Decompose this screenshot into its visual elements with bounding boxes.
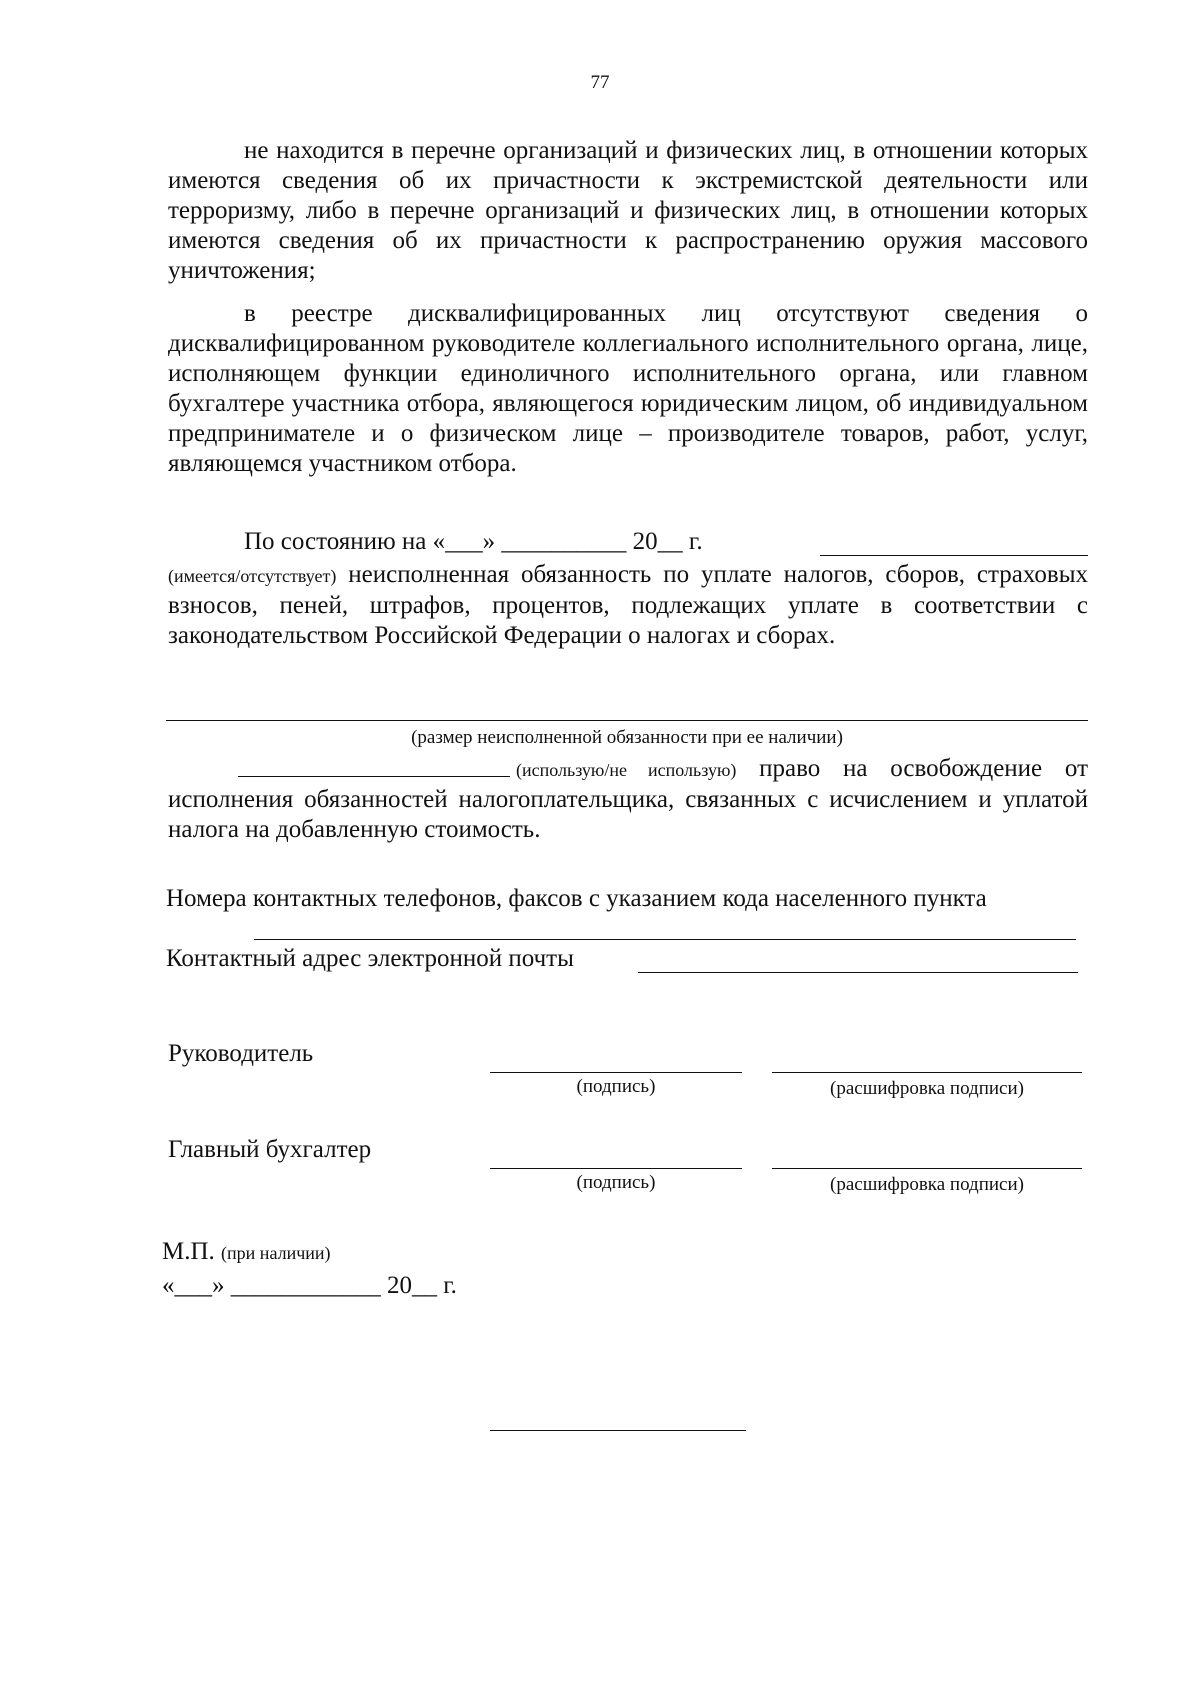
stamp-label — [162, 1238, 331, 1266]
vat-hint: (использую/не использую) — [516, 760, 737, 780]
director-sign-caption: (подпись) — [576, 1076, 656, 1097]
email-input-line[interactable] — [638, 972, 1078, 973]
page-number: 77 — [590, 72, 610, 93]
debt-amount-line[interactable] — [166, 720, 1088, 721]
closing-separator — [490, 1430, 746, 1431]
vat-text: право на освобождение от исполнения обязанностей налогоплательщика, связанных с исчислением и уплатой налога на добавленную стоимость. — [168, 755, 1089, 843]
signature-role-director: Руководитель — [168, 1040, 314, 1067]
stamp-hint: (при наличии) — [221, 1243, 331, 1263]
paragraph-tax-status — [168, 560, 1088, 651]
status-date-line: По состоянию на «___» __________ 20__ г. — [244, 528, 703, 555]
accountant-sign-caption: (подпись) — [576, 1172, 656, 1193]
phones-label: Номера контактных телефонов, факсов с указанием кода населенного пункта — [166, 885, 987, 912]
status-value-line[interactable] — [820, 555, 1088, 556]
accountant-decode-line[interactable] — [772, 1168, 1082, 1169]
paragraph-vat — [168, 754, 1088, 845]
accountant-signature-line[interactable] — [490, 1168, 742, 1169]
accountant-decode-caption: (расшифровка подписи) — [830, 1174, 1024, 1195]
tax-status-text: неисполненная обязанность по уплате налогов, сборов, страховых взносов, пеней, штрафов, процентов, подлежащих уплате в соответствии с законодательством Российской Федерации о налогах и сборах. — [168, 561, 1088, 649]
paragraph-disqualified-registry: в реестре дисквалифицированных лиц отсутствуют сведения о дисквалифицированном руководителе коллегиального исполнительного органа, лице, исполняющем функции единоличного исполнительного органа, или главном бухгалтере участника отбора, являющегося юридическим лицом, об индивидуальном предпринимателе и о физическом лице – производителе товаров, работ, услуг, являющемся участником отбора. — [168, 300, 1088, 477]
signature-role-chief-accountant: Главный бухгалтер — [168, 1136, 372, 1163]
stamp-date: «___» ____________ 20__ г. — [162, 1272, 457, 1299]
stamp-mp: М.П. — [162, 1238, 215, 1265]
status-hint: (имеется/отсутствует) — [168, 566, 337, 586]
paragraph-sanctions-list: не находится в перечне организаций и физических лиц, в отношении которых имеются сведения об их причастности к экстремистской деятельности или терроризму, либо в перечне организаций и физических лиц, в отношении которых имеются сведения об их причастности к распространению оружия массового уничтожения; — [168, 137, 1088, 284]
director-decode-line[interactable] — [772, 1072, 1082, 1073]
email-label: Контактный адрес электронной почты — [166, 945, 574, 972]
director-signature-line[interactable] — [490, 1072, 742, 1073]
director-decode-caption: (расшифровка подписи) — [830, 1078, 1024, 1099]
debt-caption: (размер неисполненной обязанности при ее наличии) — [411, 727, 843, 748]
phones-input-line[interactable] — [254, 939, 1076, 940]
